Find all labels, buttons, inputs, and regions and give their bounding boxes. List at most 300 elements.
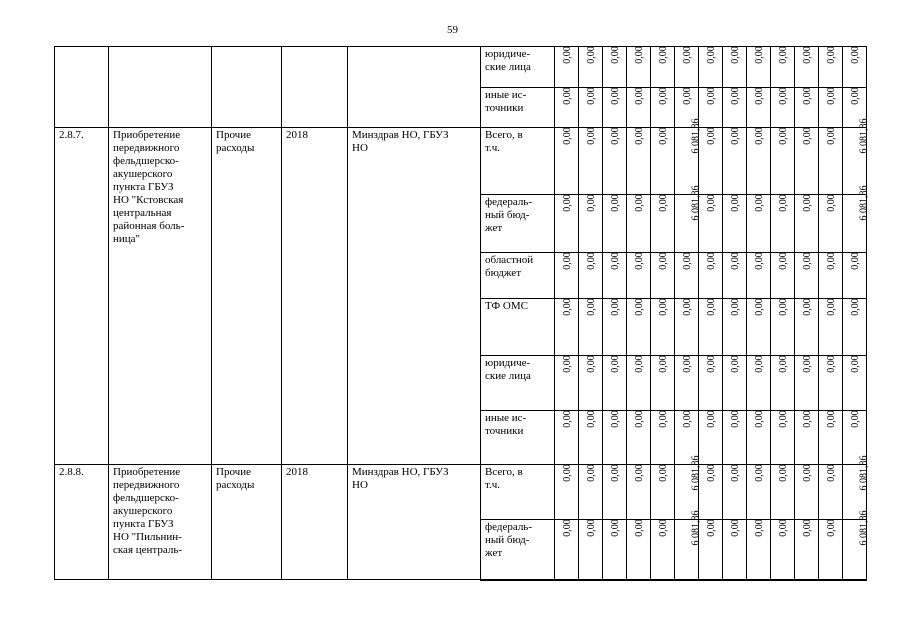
value-text: 0,00	[825, 46, 837, 64]
value-cell	[555, 253, 579, 299]
value-text: 0,00	[777, 355, 789, 373]
value-text: 0,00	[705, 519, 717, 537]
value-text: 0,00	[561, 252, 573, 270]
value-cell	[675, 47, 699, 88]
value-cell	[747, 299, 771, 356]
value-text: 0,00	[657, 194, 669, 212]
item-number-cell	[55, 47, 109, 128]
value-cell	[723, 47, 747, 88]
value-cell	[771, 411, 795, 465]
value-text: 0,00	[609, 87, 621, 105]
value-text: 0,00	[705, 355, 717, 373]
value-cell	[723, 520, 747, 580]
value-text: 0,00	[801, 355, 813, 373]
value-cell	[843, 299, 867, 356]
value-text: 0,00	[753, 194, 765, 212]
value-text: 0,00	[825, 464, 837, 482]
value-text: 0,00	[633, 252, 645, 270]
value-text: 0,00	[801, 127, 813, 145]
value-cell	[699, 253, 723, 299]
value-text: 0,00	[585, 46, 597, 64]
value-cell	[723, 195, 747, 253]
value-cell	[627, 88, 651, 128]
value-text: 0,00	[705, 87, 717, 105]
funding-source-line: федераль-	[485, 521, 532, 533]
funding-source-line: федераль-	[485, 196, 532, 208]
value-cell	[651, 253, 675, 299]
value-cell	[723, 88, 747, 128]
value-text: 6 081,86	[690, 455, 702, 491]
item-name-line: Приобретение	[113, 466, 181, 478]
value-cell	[747, 88, 771, 128]
value-text: 0,00	[801, 298, 813, 316]
value-cell	[579, 88, 603, 128]
value-cell	[819, 253, 843, 299]
value-text: 0,00	[585, 355, 597, 373]
item-name-line: НО "Кстовская	[113, 194, 184, 206]
value-text: 0,00	[825, 298, 837, 316]
value-text: 0,00	[681, 87, 693, 105]
funding-source-cell	[481, 411, 555, 465]
value-cell	[771, 47, 795, 88]
value-text: 6 081,86	[690, 510, 702, 546]
funding-source-line: точники	[485, 425, 524, 437]
year-cell	[282, 47, 348, 128]
item-name-cell	[109, 47, 212, 128]
value-cell	[555, 299, 579, 356]
value-text: 0,00	[585, 252, 597, 270]
value-cell	[747, 195, 771, 253]
funding-source-cell	[481, 465, 555, 520]
value-cell	[675, 356, 699, 411]
value-text: 0,00	[849, 87, 861, 105]
value-cell	[843, 356, 867, 411]
value-text: 0,00	[681, 410, 693, 428]
value-text: 0,00	[753, 410, 765, 428]
value-text: 0,00	[753, 252, 765, 270]
value-text: 0,00	[801, 194, 813, 212]
value-cell	[723, 128, 747, 195]
value-cell	[795, 128, 819, 195]
value-cell	[603, 465, 627, 520]
value-text: 0,00	[705, 464, 717, 482]
value-cell	[651, 128, 675, 195]
year-cell: 2018	[282, 465, 348, 580]
value-cell	[555, 128, 579, 195]
value-text: 0,00	[777, 519, 789, 537]
value-cell	[651, 47, 675, 88]
value-cell	[819, 465, 843, 520]
value-text: 0,00	[633, 87, 645, 105]
funding-source-line: областной	[485, 254, 534, 266]
value-cell	[795, 520, 819, 580]
value-cell	[723, 299, 747, 356]
value-text: 0,00	[705, 46, 717, 64]
value-text: 0,00	[801, 519, 813, 537]
value-cell	[819, 520, 843, 580]
value-cell	[627, 299, 651, 356]
item-name-line: пункта ГБУЗ	[113, 181, 174, 193]
value-text: 0,00	[561, 355, 573, 373]
executor-line: НО	[352, 479, 368, 491]
value-text: 0,00	[633, 194, 645, 212]
value-text: 0,00	[609, 127, 621, 145]
value-cell	[771, 465, 795, 520]
value-cell	[699, 195, 723, 253]
value-text: 0,00	[609, 298, 621, 316]
funding-source-line: юридиче-	[485, 48, 531, 60]
value-text: 0,00	[657, 410, 669, 428]
value-cell	[819, 88, 843, 128]
value-cell	[651, 465, 675, 520]
executor-cell	[348, 47, 481, 128]
value-text: 0,00	[777, 87, 789, 105]
value-cell	[627, 520, 651, 580]
value-cell	[723, 356, 747, 411]
value-cell	[699, 128, 723, 195]
value-text: 6 081,86	[690, 118, 702, 154]
funding-source-cell	[481, 520, 555, 580]
value-text: 0,00	[609, 464, 621, 482]
funding-source-line: бюджет	[485, 267, 521, 279]
value-cell	[555, 520, 579, 580]
executor-line: Минздрав НО, ГБУЗ	[352, 129, 449, 141]
funding-source-cell	[481, 47, 555, 88]
value-cell	[627, 465, 651, 520]
value-cell	[603, 195, 627, 253]
value-cell	[675, 118, 702, 195]
value-cell	[651, 299, 675, 356]
value-text: 0,00	[729, 252, 741, 270]
item-name-line: Приобретение	[113, 129, 181, 141]
value-text: 0,00	[561, 464, 573, 482]
value-text: 0,00	[777, 46, 789, 64]
value-cell	[795, 47, 819, 88]
value-text: 6 081,86	[690, 185, 702, 221]
value-text: 0,00	[825, 87, 837, 105]
value-cell	[819, 299, 843, 356]
item-name-line: передвижного	[113, 142, 180, 154]
funding-source-cell	[481, 299, 555, 356]
funding-source-line: ный бюд-	[485, 534, 530, 546]
value-cell	[819, 356, 843, 411]
value-text: 0,00	[753, 127, 765, 145]
value-text: 0,00	[729, 464, 741, 482]
value-text: 0,00	[753, 87, 765, 105]
value-text: 0,00	[849, 46, 861, 64]
funding-source-line: ские лица	[485, 61, 531, 73]
value-cell	[747, 356, 771, 411]
item-name-line: акушерского	[113, 168, 173, 180]
value-cell	[627, 47, 651, 88]
value-text: 0,00	[609, 46, 621, 64]
value-text: 0,00	[729, 410, 741, 428]
item-name-line: фельдшерско-	[113, 492, 179, 504]
value-text: 0,00	[849, 252, 861, 270]
value-text: 0,00	[609, 252, 621, 270]
value-text: 0,00	[705, 194, 717, 212]
value-cell	[819, 411, 843, 465]
funding-source-line: т.ч.	[485, 479, 501, 491]
value-text: 0,00	[825, 252, 837, 270]
value-text: 0,00	[801, 464, 813, 482]
value-text: 0,00	[777, 410, 789, 428]
item-name-line: ская централь-	[113, 544, 182, 556]
value-cell	[723, 411, 747, 465]
value-text: 0,00	[561, 46, 573, 64]
executor-line: НО	[352, 142, 368, 154]
value-cell	[555, 47, 579, 88]
value-cell	[675, 299, 699, 356]
value-text: 0,00	[801, 46, 813, 64]
value-cell	[651, 411, 675, 465]
value-cell	[723, 253, 747, 299]
value-cell	[579, 128, 603, 195]
item-name-line: пункта ГБУЗ	[113, 518, 174, 530]
expense-type-line: расходы	[216, 142, 255, 154]
value-cell	[675, 185, 702, 253]
value-text: 0,00	[657, 298, 669, 316]
executor-line: Минздрав НО, ГБУЗ	[352, 466, 449, 478]
value-text: 0,00	[849, 298, 861, 316]
value-cell	[627, 128, 651, 195]
value-cell	[819, 195, 843, 253]
value-text: 0,00	[705, 127, 717, 145]
value-text: 0,00	[561, 298, 573, 316]
value-cell	[747, 47, 771, 88]
value-cell	[555, 88, 579, 128]
value-text: 0,00	[633, 464, 645, 482]
value-text: 0,00	[585, 87, 597, 105]
value-text: 0,00	[585, 410, 597, 428]
table-row	[55, 128, 867, 195]
value-text: 0,00	[585, 127, 597, 145]
table-row	[55, 47, 867, 88]
expense-type-cell	[212, 128, 282, 465]
item-name-line: НО "Пильнин-	[113, 531, 182, 543]
value-cell	[699, 520, 723, 580]
value-text: 0,00	[729, 46, 741, 64]
value-text: 0,00	[849, 355, 861, 373]
value-text: 0,00	[705, 252, 717, 270]
funding-source-line: иные ис-	[485, 412, 527, 424]
value-cell	[627, 253, 651, 299]
value-cell	[699, 88, 723, 128]
value-cell	[603, 253, 627, 299]
value-text: 0,00	[753, 519, 765, 537]
value-cell	[675, 510, 702, 580]
value-text: 0,00	[561, 127, 573, 145]
value-text: 0,00	[801, 410, 813, 428]
item-name-line: фельдшерско-	[113, 155, 179, 167]
value-text: 0,00	[585, 194, 597, 212]
funding-source-cell	[481, 88, 555, 128]
value-cell	[819, 47, 843, 88]
value-text: 0,00	[681, 355, 693, 373]
item-name-cell	[109, 465, 212, 580]
value-cell	[771, 88, 795, 128]
funding-source-line: Всего, в	[485, 466, 523, 478]
value-text: 0,00	[609, 519, 621, 537]
value-cell	[579, 195, 603, 253]
value-cell	[771, 520, 795, 580]
funding-source-cell	[481, 356, 555, 411]
value-cell	[603, 128, 627, 195]
value-cell	[555, 195, 579, 253]
value-cell	[675, 253, 699, 299]
value-cell	[795, 195, 819, 253]
expense-type-line: Прочие	[216, 129, 251, 141]
value-text: 6 081,86	[858, 510, 870, 546]
item-number-cell: 2.8.7.	[55, 128, 109, 465]
value-cell	[771, 128, 795, 195]
value-text: 0,00	[561, 519, 573, 537]
funding-source-line: жет	[485, 547, 503, 559]
funding-source-cell	[481, 195, 555, 253]
value-text: 0,00	[633, 355, 645, 373]
item-name-line: акушерского	[113, 505, 173, 517]
value-cell	[555, 411, 579, 465]
value-text: 0,00	[753, 46, 765, 64]
funding-source-line: Всего, в	[485, 129, 523, 141]
value-cell	[723, 465, 747, 520]
value-text: 0,00	[825, 355, 837, 373]
value-cell	[603, 88, 627, 128]
value-cell	[603, 299, 627, 356]
value-text: 0,00	[777, 298, 789, 316]
funding-source-line: т.ч.	[485, 142, 501, 154]
value-cell	[771, 299, 795, 356]
item-name-line: передвижного	[113, 479, 180, 491]
value-text: 0,00	[753, 355, 765, 373]
value-text: 0,00	[729, 355, 741, 373]
funding-source-line: точники	[485, 102, 524, 114]
value-text: 0,00	[633, 298, 645, 316]
year-cell: 2018	[282, 128, 348, 465]
value-cell	[699, 47, 723, 88]
funding-source-line: юридиче-	[485, 357, 531, 369]
value-text: 0,00	[825, 519, 837, 537]
funding-source-line: иные ис-	[485, 89, 527, 101]
value-text: 0,00	[657, 355, 669, 373]
value-cell	[603, 411, 627, 465]
funding-source-line: жет	[485, 222, 503, 234]
value-cell	[651, 88, 675, 128]
value-text: 0,00	[849, 410, 861, 428]
value-cell	[651, 356, 675, 411]
value-text: 0,00	[729, 298, 741, 316]
value-cell	[579, 520, 603, 580]
value-text: 0,00	[777, 194, 789, 212]
value-cell	[579, 47, 603, 88]
value-text: 0,00	[657, 252, 669, 270]
value-cell	[771, 253, 795, 299]
value-cell	[627, 356, 651, 411]
value-text: 0,00	[801, 87, 813, 105]
value-cell	[579, 356, 603, 411]
value-cell	[771, 356, 795, 411]
value-cell	[795, 465, 819, 520]
value-text: 0,00	[777, 252, 789, 270]
value-text: 0,00	[609, 410, 621, 428]
value-text: 0,00	[705, 298, 717, 316]
value-cell	[795, 356, 819, 411]
value-text: 0,00	[729, 194, 741, 212]
expense-type-line: Прочие	[216, 466, 251, 478]
page-number: 59	[447, 24, 458, 36]
value-cell	[747, 465, 771, 520]
expense-type-cell	[212, 47, 282, 128]
value-cell	[627, 195, 651, 253]
value-cell	[843, 185, 870, 253]
value-cell	[747, 411, 771, 465]
value-cell	[771, 195, 795, 253]
value-text: 0,00	[633, 46, 645, 64]
table-row	[55, 465, 867, 520]
value-text: 0,00	[657, 519, 669, 537]
funding-source-line: ские лица	[485, 370, 531, 382]
value-cell	[555, 356, 579, 411]
item-name-line: районная боль-	[113, 220, 185, 232]
value-text: 0,00	[729, 87, 741, 105]
executor-cell	[348, 128, 481, 465]
value-text: 0,00	[705, 410, 717, 428]
value-text: 0,00	[825, 194, 837, 212]
value-text: 0,00	[753, 298, 765, 316]
item-number-cell: 2.8.8.	[55, 465, 109, 580]
value-cell	[747, 128, 771, 195]
value-text: 0,00	[561, 194, 573, 212]
value-cell	[843, 510, 870, 580]
value-cell	[651, 520, 675, 580]
value-text: 6 081,86	[858, 185, 870, 221]
value-text: 0,00	[657, 127, 669, 145]
value-text: 0,00	[729, 519, 741, 537]
value-cell	[699, 465, 723, 520]
value-cell	[579, 465, 603, 520]
value-text: 0,00	[681, 298, 693, 316]
value-text: 0,00	[609, 194, 621, 212]
executor-cell	[348, 465, 481, 580]
value-text: 0,00	[561, 410, 573, 428]
item-name-line: ница"	[113, 233, 141, 245]
value-cell	[795, 299, 819, 356]
value-cell	[795, 411, 819, 465]
item-name-cell	[109, 128, 212, 465]
value-text: 0,00	[657, 87, 669, 105]
funding-source-line: ный бюд-	[485, 209, 530, 221]
funding-source-line: ТФ ОМС	[485, 300, 528, 312]
value-text: 0,00	[729, 127, 741, 145]
value-text: 0,00	[633, 127, 645, 145]
value-text: 0,00	[633, 519, 645, 537]
value-text: 0,00	[585, 298, 597, 316]
value-text: 0,00	[777, 464, 789, 482]
value-cell	[651, 195, 675, 253]
value-cell	[699, 411, 723, 465]
value-cell	[603, 356, 627, 411]
value-cell	[843, 118, 870, 195]
value-text: 0,00	[681, 46, 693, 64]
value-cell	[843, 47, 867, 88]
value-text: 6 081,86	[858, 455, 870, 491]
value-cell	[579, 253, 603, 299]
value-text: 0,00	[585, 464, 597, 482]
value-text: 0,00	[633, 410, 645, 428]
value-text: 0,00	[753, 464, 765, 482]
value-text: 0,00	[585, 519, 597, 537]
value-cell	[699, 299, 723, 356]
